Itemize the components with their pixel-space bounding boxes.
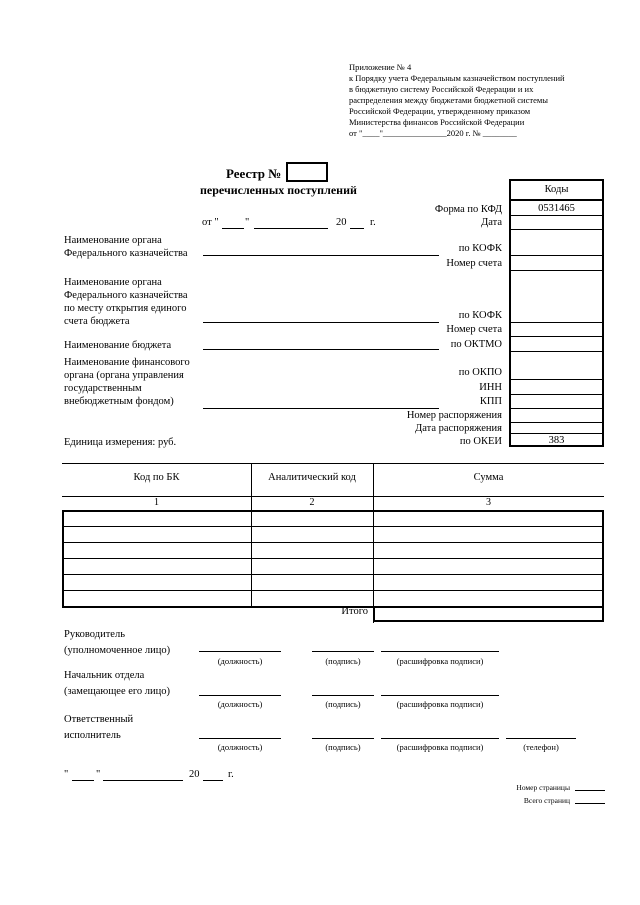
label-page-number: Номер страницы	[516, 783, 570, 792]
label-line: (замещающее его лицо)	[64, 686, 171, 697]
label-unit: Единица измерения: руб.	[64, 437, 177, 448]
label-line: Ответственный	[64, 714, 134, 725]
caption-signature: (подпись)	[325, 656, 361, 666]
label-inn: ИНН	[479, 382, 502, 393]
table-row	[62, 558, 604, 559]
label-account-2: Номер счета	[446, 324, 502, 335]
table-row	[62, 590, 604, 591]
label-line: Наименование органа	[64, 277, 162, 288]
label-line: Федерального казначейства	[64, 290, 188, 301]
bottom-date-month-field[interactable]	[103, 772, 183, 781]
bottom-date-year-field[interactable]	[203, 772, 223, 781]
title-registry: Реестр №	[226, 166, 282, 181]
dept-signature-field[interactable]	[312, 687, 374, 696]
bottom-date-quote1: "	[64, 769, 69, 780]
table-row	[62, 574, 604, 575]
resp-signature-field[interactable]	[312, 730, 374, 739]
label-fk-place	[64, 276, 188, 328]
caption-signature: (подпись)	[325, 699, 361, 709]
budget-field[interactable]	[203, 341, 439, 350]
label-total: Итого	[341, 606, 368, 617]
label-line: по месту открытия единого	[64, 303, 187, 314]
okei-code: 383	[548, 435, 565, 446]
registry-number-field[interactable]	[286, 162, 328, 182]
label-order-date: Дата распоряжения	[415, 423, 502, 434]
dept-position-field[interactable]	[199, 687, 281, 696]
label-responsible	[64, 712, 133, 744]
date-quote: "	[245, 217, 250, 228]
bottom-date-g: г.	[228, 769, 234, 780]
label-kpp: КПП	[479, 396, 502, 407]
col-number-3: 3	[486, 497, 491, 508]
date-ot: от "	[202, 217, 219, 228]
label-line: исполнитель	[64, 730, 121, 741]
label-kfd: Форма по КФД	[434, 204, 502, 215]
header-kbk: Код по БК	[133, 472, 180, 483]
table-row	[62, 542, 604, 543]
label-line: органа (органа управления	[64, 370, 184, 381]
date-twenty: 20	[336, 217, 347, 228]
label-line: счета бюджета	[64, 316, 130, 327]
caption-decode: (расшифровка подписи)	[396, 656, 484, 666]
caption-position: (должность)	[217, 742, 263, 752]
codes-header-label: Коды	[544, 184, 569, 195]
caption-position: (должность)	[217, 656, 263, 666]
label-line: государственным	[64, 383, 142, 394]
appendix-block	[349, 62, 565, 139]
bottom-date-day-field[interactable]	[72, 772, 94, 781]
label-date: Дата	[481, 217, 502, 228]
kfd-code: 0531465	[538, 203, 575, 214]
label-line: Начальник отдела	[64, 670, 145, 681]
col-number-2: 2	[309, 497, 315, 508]
label-oktmo: по ОКТМО	[450, 339, 502, 350]
caption-position: (должность)	[217, 699, 263, 709]
appendix-line: от "____"_______________2020 г. № ________	[349, 128, 517, 138]
label-kofk-2: по КОФК	[458, 310, 502, 321]
label-dept	[64, 668, 170, 700]
bottom-date-twenty: 20	[189, 769, 200, 780]
appendix-line: Российской Федерации, утвержденному приказом	[349, 106, 531, 116]
label-order-no: Номер распоряжения	[406, 410, 502, 421]
head-signature-field[interactable]	[312, 643, 374, 652]
title-subtitle: перечисленных поступлений	[200, 183, 357, 197]
label-total-pages: Всего страниц	[523, 796, 570, 805]
col-number-1: 1	[154, 497, 159, 508]
dept-decode-field[interactable]	[381, 687, 499, 696]
appendix-line: в бюджетную систему Российской Федерации и их	[349, 84, 534, 94]
caption-decode: (расшифровка подписи)	[396, 699, 484, 709]
label-line: Федерального казначейства	[64, 248, 188, 259]
label-line: Наименование органа	[64, 235, 162, 246]
header-sum: Сумма	[473, 472, 504, 483]
date-day-field[interactable]	[222, 216, 244, 229]
label-account-1: Номер счета	[446, 258, 502, 269]
codes-header	[509, 179, 604, 201]
caption-signature: (подпись)	[325, 742, 361, 752]
table-row	[62, 526, 604, 527]
label-line: Наименование финансового	[64, 357, 190, 368]
page-number-field[interactable]	[575, 782, 605, 791]
table-body	[62, 510, 604, 608]
resp-decode-field[interactable]	[381, 730, 499, 739]
date-g: г.	[370, 217, 376, 228]
codes-column	[509, 199, 604, 447]
resp-phone-field[interactable]	[506, 730, 576, 739]
label-line: Руководитель	[64, 629, 125, 640]
label-head	[64, 627, 170, 659]
total-pages-field[interactable]	[575, 795, 605, 804]
label-line: внебюджетным фондом)	[64, 396, 174, 407]
appendix-line: к Порядку учета Федеральным казначейством поступлений	[349, 73, 565, 83]
label-line: (уполномоченное лицо)	[64, 645, 171, 656]
label-okei: по ОКЕИ	[459, 436, 502, 447]
label-fk-organ	[64, 234, 188, 260]
appendix-line: распределения между бюджетами бюджетной системы	[349, 95, 548, 105]
head-position-field[interactable]	[199, 643, 281, 652]
label-kofk-1: по КОФК	[458, 243, 502, 254]
head-decode-field[interactable]	[381, 643, 499, 652]
fin-organ-field[interactable]	[203, 400, 439, 409]
fk-organ-field[interactable]	[203, 247, 439, 256]
caption-decode: (расшифровка подписи)	[396, 742, 484, 752]
bottom-date-quote2: "	[96, 769, 101, 780]
table-top-border	[62, 463, 604, 464]
label-budget: Наименование бюджета	[64, 340, 172, 351]
total-field[interactable]	[373, 606, 604, 622]
resp-position-field[interactable]	[199, 730, 281, 739]
header-analytic: Аналитический код	[268, 472, 356, 483]
label-fin-organ	[64, 356, 190, 408]
fk-place-field[interactable]	[203, 314, 439, 323]
appendix-line: Министерства финансов Российской Федерации	[349, 117, 525, 127]
caption-phone: (телефон)	[523, 742, 559, 752]
appendix-line: Приложение № 4	[349, 62, 412, 72]
label-okpo: по ОКПО	[458, 367, 502, 378]
